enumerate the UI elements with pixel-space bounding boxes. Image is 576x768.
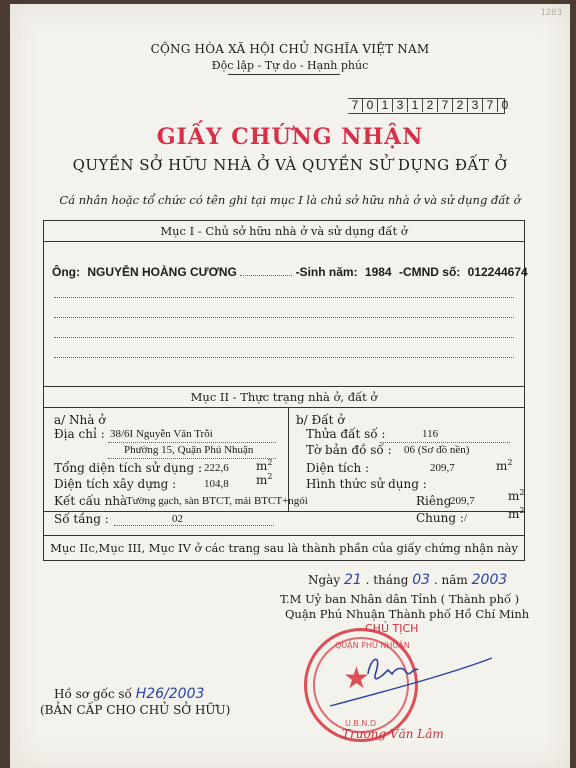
date-day: 21 — [343, 572, 362, 588]
section-property — [43, 386, 525, 536]
owner-line — [52, 265, 528, 279]
issue-date: Ngày 21 . tháng 03 . năm 2003 — [308, 572, 508, 588]
star-icon: ★ — [343, 661, 370, 696]
signer-name: Trương Văn Lâm — [342, 727, 444, 741]
dotted-fill — [380, 442, 510, 443]
blank-line — [54, 337, 514, 338]
id-label: -CMND số: — [398, 265, 461, 279]
total-area-value: 222,6 — [204, 462, 229, 474]
built-area-value: 104,8 — [204, 478, 229, 490]
signature-stroke — [310, 644, 500, 724]
land-area-label: Diện tích : — [306, 461, 370, 475]
usage-label: Hình thức sử dụng : — [306, 477, 427, 491]
section-owner-heading: Mục I - Chủ sở hữu nhà ở và sử dụng đất ở — [44, 221, 524, 242]
dotted-fill — [114, 525, 274, 526]
nation-header: CỘNG HÒA XÃ HỘI CHỦ NGHĨA VIỆT NAM — [150, 42, 430, 56]
id-number: 012244674 — [467, 265, 528, 279]
owner-label: Ông: — [52, 265, 80, 279]
file-number-label: Hồ sơ gốc số — [54, 687, 132, 701]
land-title: b/ Đất ở — [296, 413, 345, 427]
land-area-unit: $m^2$ — [496, 458, 513, 473]
blank-line — [54, 317, 514, 318]
document-title: GIẤY CHỨNG NHẬN — [156, 124, 424, 150]
authority-line2: Quận Phú Nhuận Thành phố Hồ Chí Minh — [285, 607, 530, 621]
serial-digit: 7 — [437, 98, 452, 112]
seal-text-bottom: U.B.N.D — [345, 719, 377, 728]
motto-underline — [228, 74, 340, 75]
serial-digit: 0 — [497, 98, 512, 112]
serial-digit: 3 — [467, 98, 482, 112]
authority-line1: T.M Uỷ ban Nhân dân Tỉnh ( Thành phố ) — [280, 592, 520, 606]
serial-digit: 1 — [377, 98, 392, 112]
plot-value: 116 — [422, 428, 439, 440]
serial-digit: 1 — [407, 98, 422, 112]
authority-role: CHỦ TỊCH — [365, 622, 419, 635]
birth-year: 1984 — [364, 265, 392, 279]
file-number — [54, 686, 204, 702]
dotted-fill — [108, 458, 276, 459]
built-area-label: Diện tích xây dựng : — [54, 477, 177, 491]
section-owner — [43, 220, 528, 387]
total-area-label: Tổng diện tích sử dụng : — [54, 461, 203, 475]
section-note — [43, 535, 525, 561]
section-note-text: Mục IIc,Mục III, Mục IV ở các trang sau là thành phần của giấy chứng nhận này — [50, 541, 518, 555]
serial-number — [348, 98, 512, 112]
birth-label: -Sinh năm: — [295, 265, 358, 279]
private-value: 209,7 — [450, 495, 475, 507]
dotted-fill — [108, 442, 276, 443]
address-line1: 38/6I Nguyễn Văn Trỗi — [110, 428, 213, 440]
floors-value: 02 — [172, 513, 183, 525]
map-value: 06 (Sơ đồ nền) — [404, 444, 470, 456]
shared-unit: $m^2$ — [508, 506, 525, 521]
date-month: 03 — [412, 572, 431, 588]
serial-digit: 2 — [452, 98, 467, 112]
shared-value: / — [464, 512, 468, 524]
corner-mark: 1283 — [540, 8, 562, 18]
serial-digit: 3 — [392, 98, 407, 112]
total-area-unit: $m^2$ — [256, 458, 273, 473]
copy-note: (BẢN CẤP CHO CHỦ SỞ HỮU) — [40, 703, 231, 717]
document-subtitle: QUYỀN SỞ HỮU NHÀ Ở VÀ QUYỀN SỬ DỤNG ĐẤT Ở — [72, 156, 508, 174]
built-area-unit: $m^2$ — [256, 472, 273, 487]
blank-line — [54, 357, 514, 358]
owner-name: NGUYỄN HOÀNG CƯƠNG — [87, 265, 237, 279]
motto: Độc lập - Tự do - Hạnh phúc — [211, 59, 369, 72]
certificate-page — [10, 4, 570, 768]
private-unit: $m^2$ — [508, 488, 525, 503]
blank-line — [54, 297, 514, 298]
date-year: 2003 — [471, 572, 508, 588]
address-line2: Phường 15, Quận Phú Nhuận — [124, 444, 254, 456]
section-property-heading: Mục II - Thực trạng nhà ở, đất ở — [44, 387, 524, 408]
structure-label: Kết cấu nhà — [54, 494, 128, 508]
serial-digit: 7 — [482, 98, 497, 112]
file-number-value: H26/2003 — [135, 686, 205, 702]
floors-label: Số tầng : — [54, 512, 109, 526]
shared-label: Chung : — [416, 511, 464, 525]
house-title: a/ Nhà ở — [54, 413, 106, 427]
map-label: Tờ bản đồ số : — [306, 443, 392, 457]
serial-digit: 7 — [351, 98, 359, 112]
intro-text: Cá nhân hoặc tổ chức có tên ghi tại mục I là chủ sở hữu nhà ở và sử dụng đất ở — [59, 193, 521, 207]
dotted-fill — [240, 275, 292, 276]
structure-value: Tường gạch, sàn BTCT, mái BTCT+ngói — [126, 495, 308, 507]
private-label: Riêng — [416, 494, 452, 508]
serial-digit: 2 — [422, 98, 437, 112]
serial-digit: 0 — [362, 98, 377, 112]
land-area-value: 209,7 — [430, 462, 455, 474]
seal-text-top: QUẬN PHÚ NHUẬN — [335, 641, 410, 650]
plot-label: Thửa đất số : — [306, 427, 386, 441]
address-label: Địa chỉ : — [54, 427, 105, 441]
